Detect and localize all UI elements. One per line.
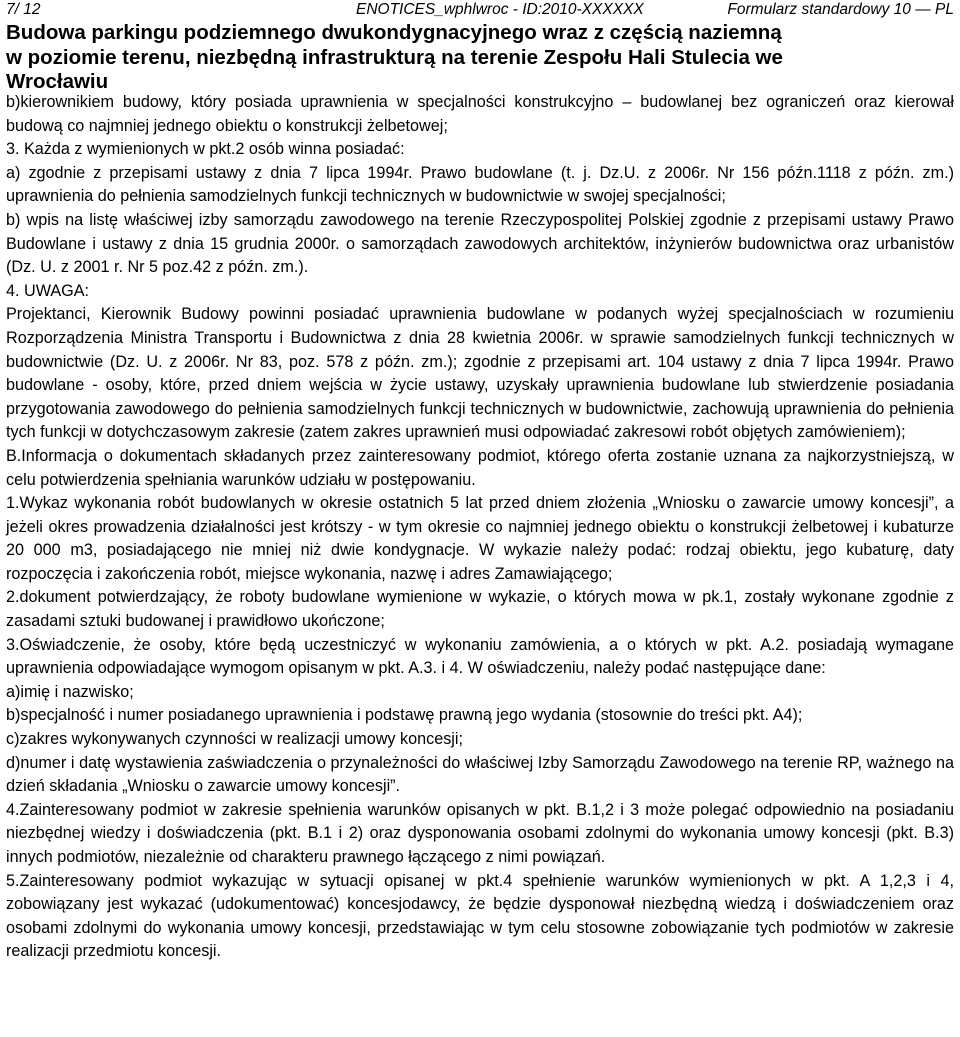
title-line-2: w poziomie terenu, niezbędną infrastrukturą na terenie Zespołu Hali Stulecia we: [6, 45, 783, 69]
paragraph-uwaga: Projektanci, Kierownik Budowy powinni posiadać uprawnienia budowlane w podanych wyżej specjalnościach w rozumieniu Rozporządzenia Ministra Transportu i Budownictwa z dnia 28 kwietnia 2006r. w sprawie samodzielnych funkcji technicznych w budownictwie (Dz. U. z 2006r. Nr 83, poz. 578 z późn. zm.); zgodnie z przepisami art. 104 ustawy z dnia 7 lipca 1994r. Prawo budowlane - osoby, które, przed dniem wejścia w życie ustawy, uzyskały uprawnienia budowlane lub stwierdzenie posiadania przygotowania zawodowego do pełnienia samodzielnych funkcji technicznych w budownictwie, zachowują uprawnienia do pełnienia tych funkcji w dotychczasowym zakresie (zatem zakres uprawnień musi odpowiadać zakresowi robót objętych zamówieniem);: [6, 305, 954, 442]
notice-id: ENOTICES_wphlwroc - ID:2010-XXXXXX: [356, 1, 644, 18]
title-line-3: Wrocławiu: [6, 70, 109, 89]
paragraph-b3: 3.Oświadczenie, że osoby, które będą uczestniczyć w wykonaniu zamówienia, a o których w pkt. A.2. posiadają wymagane uprawnienia odpowiadające wymogom opisanym w pkt. A.3. i 4. W oświadczeniu, należy podać następujące dane:: [6, 635, 954, 678]
paragraph-kierownik-budowy: b)kierownikiem budowy, który posiada uprawnienia w specjalności konstrukcyjno – budowlanej bez ograniczeń oraz kierował budową co najmniej jednego obiektu o konstrukcji żelbetowej;: [6, 93, 954, 135]
paragraph-b4: 4.Zainteresowany podmiot w zakresie spełnienia warunków opisanych w pkt. B.1,2 i 3 może polegać odpowiednio na posiadaniu niezbędnej wiedzy i doświadczenia (pkt. B.1 i 2) oraz dysponowania osobami zdolnymi do wykonania umowy koncesji (pkt. B.3) innych podmiotów, niezależnie od charakteru prawnego łączącego z nimi powiązań.: [6, 800, 954, 866]
title-line-1: Budowa parkingu podziemnego dwukondygnacyjnego wraz z częścią naziemną: [6, 21, 782, 44]
page-number: 7/ 12: [6, 1, 41, 18]
paragraph-point-3: 3. Każda z wymienionych w pkt.2 osób winna posiadać:: [6, 140, 405, 159]
paragraph-b3a: a)imię i nazwisko;: [6, 682, 134, 701]
notice-title: [6, 21, 954, 89]
paragraph-b2: 2.dokument potwierdzający, że roboty budowlane wymienione w wykazie, o których mowa w pk.1, zostały wykonane zgodnie z zasadami sztuki budowanej i prawidłowo ukończone;: [6, 588, 954, 631]
paragraph-b5: 5.Zainteresowany podmiot wykazując w sytuacji opisanej w pkt.4 spełnienie warunków wymienionych w pkt. A 1,2,3 i 4, zobowiązany jest wykazać (udokumentować) koncesjodawcy, że będzie dysponował niezbędną wiedzą i doświadczeniem oraz osobami zdolnymi do wykonania umowy koncesji, przedstawiając w tym celu stosowne zobowiązanie tych podmiotów w zakresie realizacji przedmiotu koncesji.: [6, 871, 954, 961]
paragraph-b3b: b)specjalność i numer posiadanego uprawnienia i podstawę prawną jego wydania (stosownie do treści pkt. A4);: [6, 706, 803, 725]
page-header: [6, 0, 954, 20]
paragraph-3b: b) wpis na listę właściwej izby samorządu zawodowego na terenie Rzeczypospolitej Polskiej zgodnie z przepisami ustawy Prawo Budowlane i ustawy z dnia 15 grudnia 2000r. o samorządach zawodowych architektów, inżynierów budownictwa oraz urbanistów (Dz. U. z 2001 r. Nr 5 poz.42 z późn. zm.).: [6, 210, 954, 277]
paragraph-b1: 1.Wykaz wykonania robót budowlanych w okresie ostatnich 5 lat przed dniem złożenia „Wniosku o zawarcie umowy koncesji”, a jeżeli okres prowadzenia działalności jest krótszy - w tym okresie co najmniej jednego obiektu o konstrukcji żelbetowej i kubaturze 20 000 m3, posiadającego nie mniej niż dwie kondygnacje. W wykazie należy podać: rodzaj obiektu, jego kubaturę, daty rozpoczęcia i zakończenia robót, miejsce wykonania, nazwę i adres Zamawiającego;: [6, 494, 954, 583]
form-name: Formularz standardowy 10 — PL: [727, 1, 954, 18]
paragraph-3a: a) zgodnie z przepisami ustawy z dnia 7 lipca 1994r. Prawo budowlane (t. j. Dz.U. z 2006r. Nr 156 późn.1118 z późn. zm.) uprawnienia do pełnienia samodzielnych funkcji technicznych w budownictwie w swojej specjalności;: [6, 163, 954, 206]
paragraph-uwaga-heading: 4. UWAGA:: [6, 281, 90, 300]
paragraph-b3d: d)numer i datę wystawienia zaświadczenia o przynależności do właściwej Izby Samorządu Zawodowego na terenie RP, ważnego na dzień składania „Wniosku o zawarcie umowy koncesji”.: [6, 753, 954, 796]
paragraph-section-b: B.Informacja o dokumentach składanych przez zainteresowany podmiot, którego oferta zostanie uznana za najkorzystniejszą, w celu potwierdzenia spełniania warunków udziału w postępowaniu.: [6, 446, 954, 489]
document-body: [6, 91, 954, 964]
paragraph-b3c: c)zakres wykonywanych czynności w realizacji umowy koncesji;: [6, 730, 463, 749]
